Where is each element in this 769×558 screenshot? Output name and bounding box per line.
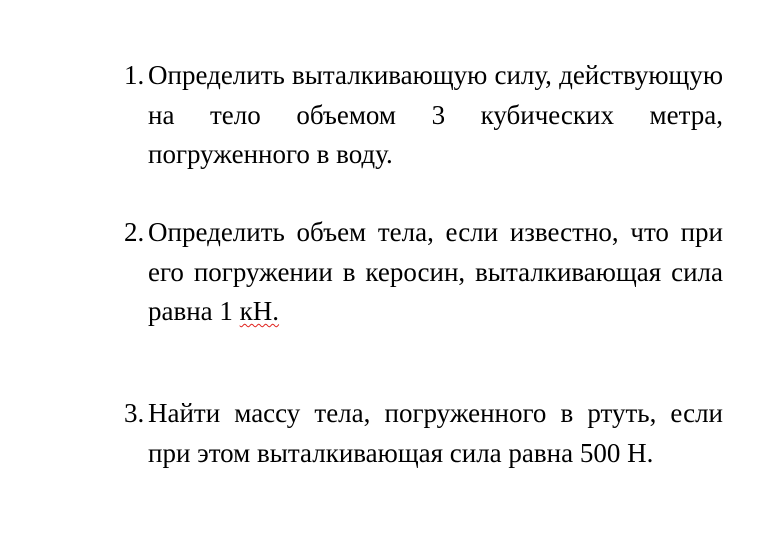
list-item xyxy=(124,213,723,332)
list-item xyxy=(124,394,723,473)
spellcheck-underlined-word[interactable]: кН. xyxy=(239,296,280,326)
item-text: Определить выталкивающую силу, действующую на тело объемом 3 кубических метра, погруженного в воду. xyxy=(148,60,723,169)
item-text xyxy=(148,213,723,332)
item-text-main: Определить объем тела, если известно, что при его погружении в керосин, выталкивающая сила равна 1 xyxy=(148,217,723,326)
item-number: 1. xyxy=(124,60,145,90)
item-text: Найти массу тела, погруженного в ртуть, если при этом выталкивающая сила равна 500 Н. xyxy=(148,398,723,468)
item-number: 3. xyxy=(124,398,145,428)
item-number: 2. xyxy=(124,217,145,247)
list-item xyxy=(124,56,723,175)
